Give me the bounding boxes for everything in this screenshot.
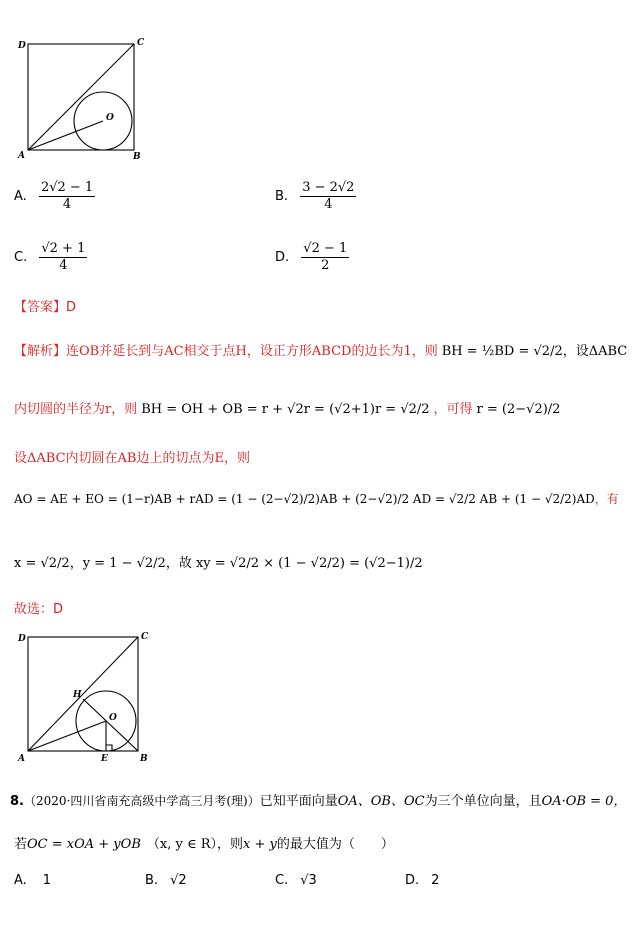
- question-stem-4: ，则: [217, 837, 244, 852]
- question-8-line-2: [14, 833, 394, 852]
- label-b: B: [140, 754, 148, 764]
- analysis-math-4: AO = AE + EO = (1−r)AB + rAD = (1 − (2−√2)/2)AB + (2−√2)/2 AD = √2/2 AB + (1 − √2/2)AD: [14, 492, 595, 506]
- option-value: √2: [170, 873, 187, 888]
- question-stem-1: 已知平面向量: [259, 794, 338, 809]
- analysis-line-1: [14, 340, 627, 359]
- analysis-text-1: 连OB并延长到与AC相交于点H，设正方形ABCD的边长为1，则: [66, 344, 438, 359]
- segment-ao: [28, 721, 106, 751]
- label-o: O: [109, 713, 117, 723]
- question-number: 8.: [10, 794, 24, 809]
- q8-option-d[interactable]: [405, 873, 439, 888]
- option-c[interactable]: [14, 241, 90, 274]
- question-stem-5: 的最大值为（ ）: [276, 837, 394, 852]
- option-value: 1: [42, 873, 52, 888]
- label-b: B: [133, 152, 141, 162]
- question-domain: （x, y ∈ R）: [146, 837, 217, 852]
- label-a: A: [18, 754, 25, 764]
- label-e: E: [101, 754, 108, 764]
- answer-label: 【答案】: [14, 300, 67, 315]
- analysis-tail-4: ，有: [594, 492, 619, 506]
- analysis-line-4: [14, 490, 619, 507]
- analysis-label: 【解析】: [14, 344, 67, 359]
- q8-option-b[interactable]: [145, 873, 187, 888]
- figure-square-incircle-annotated: [10, 627, 160, 767]
- label-o: O: [106, 113, 114, 123]
- label-c: C: [141, 632, 149, 642]
- analysis-text-2: 内切圆的半径为r，则: [14, 402, 138, 417]
- label-d: D: [18, 41, 26, 51]
- question-target: x + y: [243, 837, 277, 852]
- q8-option-c[interactable]: [275, 873, 317, 888]
- label-a: A: [18, 151, 25, 161]
- option-value: √3: [300, 873, 317, 888]
- analysis-math-2: BH = OH + OB = r + √2r = (√2+1)r = √2/2: [141, 402, 430, 417]
- q8-option-a[interactable]: [14, 873, 51, 888]
- option-letter: B.: [275, 189, 289, 204]
- diagonal-ac: [28, 637, 138, 751]
- question-8-line-1: [10, 790, 626, 809]
- analysis-result-2: r = (2−√2)/2: [476, 402, 561, 417]
- option-letter: C.: [14, 250, 28, 265]
- analysis-math-1: BH = ½BD = √2/2，设ΔABC: [441, 344, 628, 359]
- option-d[interactable]: [275, 241, 352, 274]
- option-b-numerator: 3 − 2√2: [302, 180, 355, 195]
- question-vectors: OA、OB、OC: [337, 794, 425, 809]
- option-b-denominator: 4: [324, 197, 333, 212]
- diagonal-ac: [28, 44, 134, 150]
- answer-value: D: [66, 300, 77, 315]
- label-c: C: [137, 38, 145, 48]
- question-stem-3: 若: [14, 837, 28, 852]
- analysis-line-5: [14, 552, 423, 571]
- question-expression: OC = xOA + yOB: [27, 837, 141, 852]
- option-c-denominator: 4: [59, 258, 68, 273]
- option-letter: B.: [145, 873, 159, 888]
- option-c-numerator: √2 + 1: [41, 241, 86, 256]
- option-letter: A.: [14, 189, 27, 204]
- option-value: 2: [431, 873, 440, 888]
- question-condition: OA·OB = 0，: [541, 794, 627, 809]
- analysis-line-2: [14, 398, 560, 417]
- segment-ao: [28, 121, 103, 150]
- analysis-text-3: 设ΔABC内切圆在AB边上的切点为E，则: [14, 451, 250, 466]
- option-letter: C.: [275, 873, 289, 888]
- figure-square-incircle: [10, 32, 150, 162]
- option-a-numerator: 2√2 − 1: [40, 180, 94, 195]
- option-a-denominator: 4: [62, 197, 72, 212]
- option-a[interactable]: [14, 180, 98, 213]
- label-d: D: [18, 634, 26, 644]
- question-stem-2: 为三个单位向量，且: [424, 794, 542, 809]
- analysis-conclusion: 故选：D: [14, 602, 64, 617]
- option-letter: A.: [14, 873, 27, 888]
- option-d-numerator: √2 − 1: [303, 241, 348, 256]
- analysis-tail-2: ，可得: [433, 402, 473, 417]
- option-letter: D.: [405, 873, 420, 888]
- analysis-math-5: x = √2/2，y = 1 − √2/2，故 xy = √2/2 × (1 − √2/2) = (√2−1)/2: [14, 556, 423, 571]
- option-b[interactable]: [275, 180, 359, 213]
- segment-hb: [83, 699, 138, 751]
- option-d-denominator: 2: [321, 258, 330, 273]
- answer-line: [14, 296, 76, 315]
- analysis-line-3: [14, 447, 250, 466]
- question-source: （2020·四川省南充高级中学高三月考(理)）: [23, 794, 260, 808]
- label-h: H: [73, 690, 82, 700]
- option-letter: D.: [275, 250, 290, 265]
